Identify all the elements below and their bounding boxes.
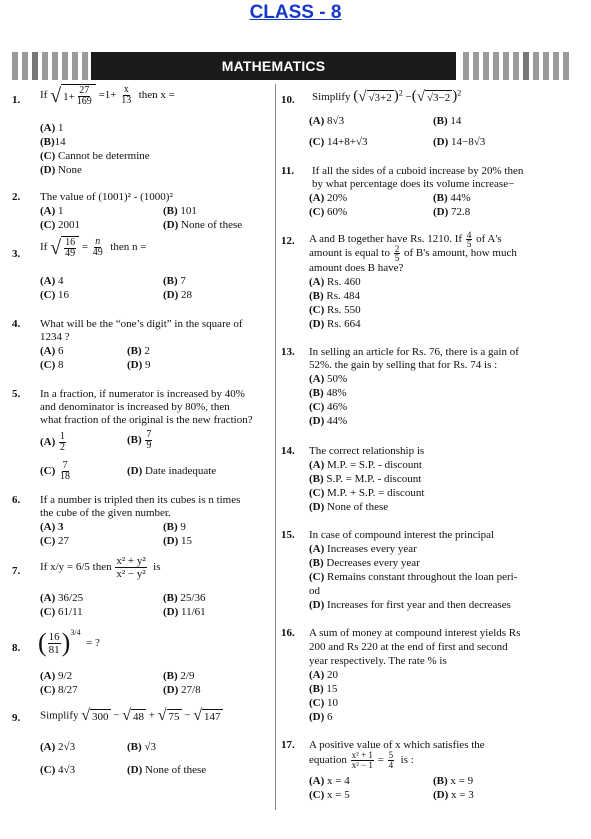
question-text: amount is equal to $\frac{2}{5}$ of B's amount, how much — [309, 244, 517, 263]
option-a: (A) 1 — [40, 205, 64, 217]
option-d: (D) None of these — [163, 219, 243, 231]
option-a: (A) x = 4 — [309, 775, 350, 787]
question-number: 3. — [12, 248, 21, 260]
option-a: (A) 36/25 — [40, 592, 84, 604]
option-a: (A) M.P. = S.P. - discount — [309, 459, 422, 471]
question-text: equation $\frac{\text{x² + 1}}{\text{x² − 1}}$ = $\frac{5}{4}$ is : — [309, 750, 414, 770]
question-number: 10. — [281, 94, 295, 106]
question-number: 15. — [281, 529, 295, 541]
option-c: (C) Remains constant throughout the loan peri- — [309, 571, 518, 583]
option-c: (C) Rs. 550 — [309, 304, 361, 316]
option-c: (C) 4√3 — [40, 764, 76, 776]
option-d: (D) None of these — [127, 764, 207, 776]
option-b: (B) S.P. = M.P. - discount — [309, 473, 422, 485]
question-number: 1. — [12, 94, 21, 106]
question-text: what fraction of the original is the new fraction? — [40, 414, 253, 426]
question-text: If x/y = 6/5 then $\frac{\text{x² + y²}}{\text{x² − y²}}$ is — [40, 555, 161, 580]
question-text: In selling an article for Rs. 76, there is a gain of — [309, 346, 519, 358]
option-d: (D) 9 — [127, 359, 151, 371]
option-c: (C) 60% — [309, 206, 348, 218]
class-title: CLASS - 8 — [249, 2, 342, 23]
question-text: If √ $\frac{16}{49}$ = $\frac{n}{49}$ then n = — [40, 236, 147, 259]
option-d: (D) 72.8 — [433, 206, 471, 218]
question-text: 52%. the gain by selling that for Rs. 74 is : — [309, 359, 498, 371]
option-a: (A) 20 — [309, 669, 339, 681]
question-number: 6. — [12, 494, 21, 506]
question-text: In a fraction, if numerator is increased by 40% — [40, 388, 245, 400]
question-number: 9. — [12, 712, 21, 724]
question-text: 200 and Rs 220 at the end of first and second — [309, 641, 508, 653]
option-c: (C) 2001 — [40, 219, 81, 231]
question-text: year respectively. The rate % is — [309, 655, 447, 667]
option-d: (D) 27/8 — [163, 684, 201, 696]
question-text: The correct relationship is — [309, 445, 425, 457]
option-a: (A) 8√3 — [309, 115, 345, 127]
radical: √ 1+ $\frac{27}{169}$ — [50, 84, 96, 107]
option-c: (C) 8/27 — [40, 684, 78, 696]
question-number: 14. — [281, 445, 295, 457]
question-text: If √ 1+ $\frac{27}{169}$ =1+ $\frac{x}{13}$ then x = — [40, 84, 175, 107]
question-number: 4. — [12, 318, 21, 330]
question-text: The value of (1001)² - (1000)² — [40, 191, 173, 203]
question-text: and denominator is increased by 80%, then — [40, 401, 230, 413]
question-number: 5. — [12, 388, 21, 400]
right-stripe-decoration — [463, 52, 569, 80]
option-d: (D) Rs. 664 — [309, 318, 361, 330]
question-number: 12. — [281, 235, 295, 247]
question-number: 7. — [12, 565, 21, 577]
option-b: (B) Rs. 484 — [309, 290, 361, 302]
option-d: (D) 14−8√3 — [433, 136, 486, 148]
option-b: (B) 9 — [163, 521, 186, 533]
option-d: (D) 11/61 — [163, 606, 206, 618]
option-a: (A) 9/2 — [40, 670, 73, 682]
option-c: (C) 46% — [309, 401, 348, 413]
option-d: (D) 6 — [309, 711, 333, 723]
question-text: If a number is tripled then its cubes is n times — [40, 494, 241, 506]
option-c: (C) 61/11 — [40, 606, 83, 618]
option-b: (B) 2 — [127, 345, 150, 357]
option-c: (C) 14+8+√3 — [309, 136, 368, 148]
question-text: A sum of money at compound interest yields Rs — [309, 627, 521, 639]
question-text: A and B together have Rs. 1210. If $\frac{4}{5}$ of A's — [309, 230, 502, 249]
option-b: (B) $\frac{7}{9}$ — [127, 429, 152, 451]
option-b: (B) √3 — [127, 741, 156, 753]
option-b: (B) 44% — [433, 192, 471, 204]
option-a: (A) 4 — [40, 275, 64, 287]
question-text: 1234 ? — [40, 331, 70, 343]
option-d: (D) x = 3 — [433, 789, 474, 801]
option-c-continued: od — [309, 585, 320, 597]
option-a: (A) 6 — [40, 345, 64, 357]
option-d: (D) None — [40, 164, 82, 176]
question-text: ( $\frac{16}{81}$ )$^{3/4}$ = ? — [38, 628, 100, 657]
option-b: (B)14 — [40, 136, 66, 148]
option-d: (D) 15 — [163, 535, 193, 547]
option-b: (B) 25/36 — [163, 592, 206, 604]
option-b: (B) 101 — [163, 205, 197, 217]
option-c: (C) 27 — [40, 535, 70, 547]
option-b: (B) 48% — [309, 387, 347, 399]
option-a: (A) Increases every year — [309, 543, 417, 555]
option-d: (D) 44% — [309, 415, 348, 427]
question-number: 13. — [281, 346, 295, 358]
option-d: (D) Date inadequate — [127, 465, 217, 477]
question-text: What will be the “one’s digit” in the square of — [40, 318, 243, 330]
question-text: In case of compound interest the principal — [309, 529, 495, 541]
question-text: amount does B have? — [309, 262, 404, 274]
option-a: (A) 2√3 — [40, 741, 76, 753]
question-text: Simplify √ 300 − √ 48 + √ 75 − √ 147 — [40, 707, 221, 724]
option-b: (B) 2/9 — [163, 670, 195, 682]
option-c: (C) Cannot be determine — [40, 150, 150, 162]
question-text: A positive value of x which satisfies the — [309, 739, 485, 751]
option-b: (B) x = 9 — [433, 775, 474, 787]
subject-banner: MATHEMATICS — [91, 52, 456, 80]
option-c: (C) x = 5 — [309, 789, 350, 801]
option-a: (A) Rs. 460 — [309, 276, 361, 288]
option-c: (C) 8 — [40, 359, 64, 371]
option-c: (C) M.P. + S.P. = discount — [309, 487, 425, 499]
question-text: Simplify ( √ √3+2 )$^2$ −( √ √3−2 )$^2$ — [312, 88, 462, 106]
question-text: by what percentage does its volume increase− — [312, 178, 515, 190]
question-number: 2. — [12, 191, 21, 203]
question-number: 8. — [12, 642, 21, 654]
option-c: (C) $\frac{7}{18}$ — [40, 460, 71, 482]
option-a: (A) 3 — [40, 521, 64, 533]
question-text: the cube of the given number. — [40, 507, 171, 519]
option-d: (D) Increases for first year and then decreases — [309, 599, 511, 611]
option-b: (B) 14 — [433, 115, 462, 127]
option-c: (C) 16 — [40, 289, 70, 301]
column-divider — [275, 84, 276, 810]
option-a: (A) 20% — [309, 192, 348, 204]
question-text: If all the sides of a cuboid increase by 20% then — [312, 165, 524, 177]
option-d: (D) 28 — [163, 289, 193, 301]
option-b: (B) Decreases every year — [309, 557, 420, 569]
option-a: (A) $\frac{1}{2}$ — [40, 431, 66, 453]
option-a: (A) 50% — [309, 373, 348, 385]
option-b: (B) 15 — [309, 683, 338, 695]
question-number: 16. — [281, 627, 295, 639]
question-number: 11. — [281, 165, 295, 177]
option-a: (A) 1 — [40, 122, 64, 134]
option-c: (C) 10 — [309, 697, 339, 709]
question-number: 17. — [281, 739, 295, 751]
option-b: (B) 7 — [163, 275, 186, 287]
option-d: (D) None of these — [309, 501, 389, 513]
